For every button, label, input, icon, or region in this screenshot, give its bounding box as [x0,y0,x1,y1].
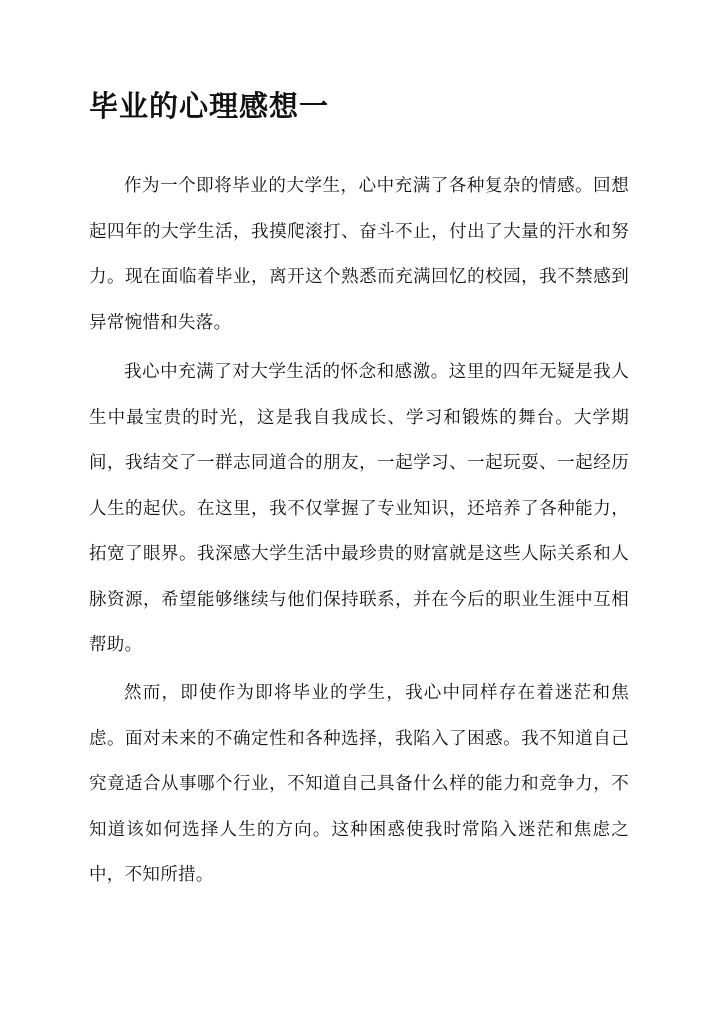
document-title: 毕业的心理感想一 [89,89,330,123]
paragraph-3: 然而，即使作为即将毕业的学生，我心中同样存在着迷茫和焦虑。面对未来的不确定性和各种选择，我陷入了困惑。我不知道自己究竟适合从事哪个行业，不知道自己具备什么样的能力和竞争力，不知道该如何选择人生的方向。这种困惑使我时常陷入迷茫和焦虑之中，不知所措。 [89,683,629,885]
paragraph-1: 作为一个即将毕业的大学生，心中充满了各种复杂的情感。回想起四年的大学生活，我摸爬滚打、奋斗不止，付出了大量的汗水和努力。现在面临着毕业，离开这个熟悉而充满回忆的校园，我不禁感到异常惋惜和失落。 [89,176,629,333]
paragraph-2: 我心中充满了对大学生活的怀念和感激。这里的四年无疑是我人生中最宝贵的时光，这是我自我成长、学习和锻炼的舞台。大学期间，我结交了一群志同道合的朋友，一起学习、一起玩耍、一起经历人生的起伏。在这里，我不仅掌握了专业知识，还培养了各种能力，拓宽了眼界。我深感大学生活中最珍贵的财富就是这些人际关系和人脉资源，希望能够继续与他们保持联系，并在今后的职业生涯中互相帮助。 [89,362,629,655]
